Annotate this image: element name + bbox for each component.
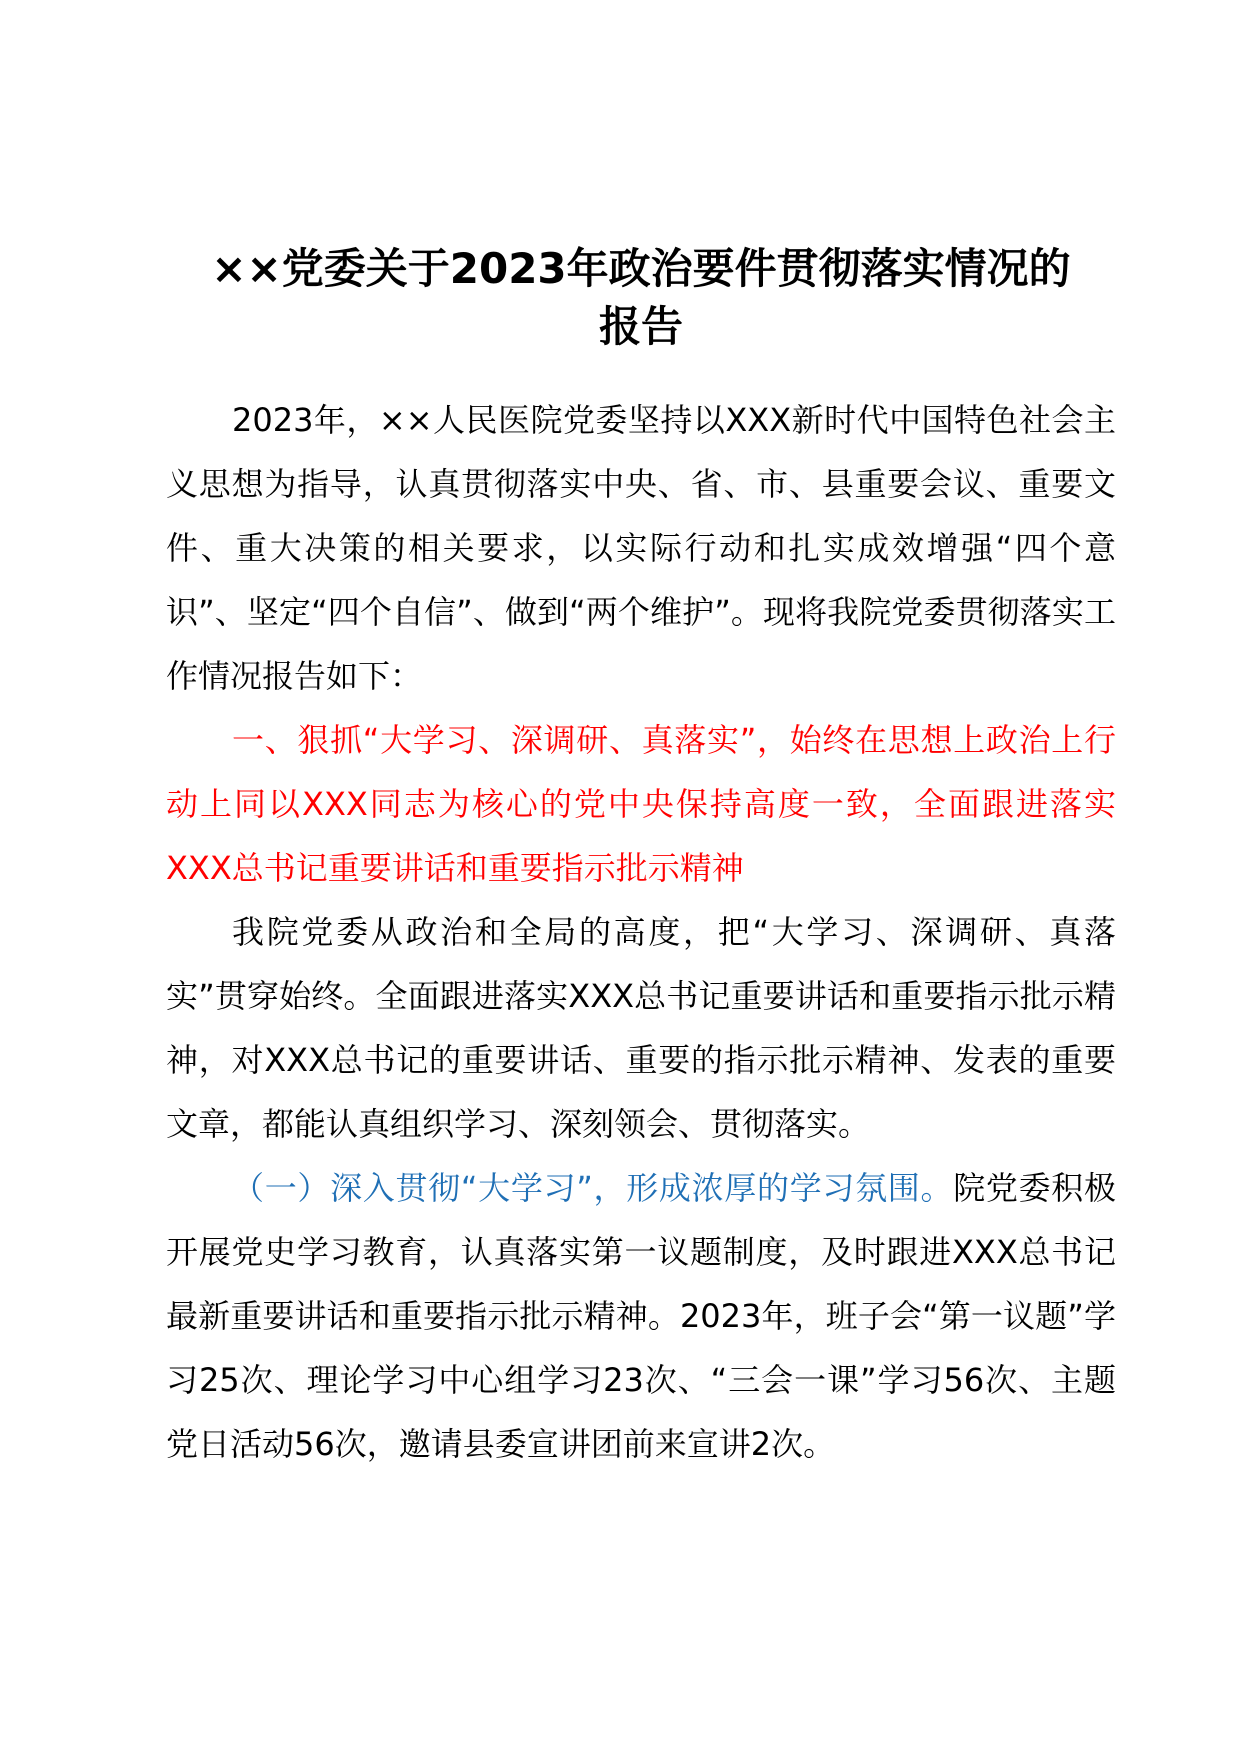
title-spacer — [166, 356, 1116, 388]
section-1-heading: 一、狠抓“大学习、深调研、真落实”，始终在思想上政治上行动上同以XXX同志为核心的党中央保持高度一致，全面跟进落实XXX总书记重要讲话和重要指示批示精神 — [166, 721, 1116, 887]
subsection-1-body: 院党委积极开展党史学习教育，认真落实第一议题制度，及时跟进XXX总书记最新重要讲话和重要指示批示精神。2023年，班子会“第一议题”学习25次、理论学习中心组学习23次、“三会一课”学习56次、主题党日活动56次，邀请县委宣讲团前来宣讲2次。 — [166, 1169, 1116, 1463]
title-line-1: ××党委关于2023年政治要件贯彻落实情况的 — [211, 244, 1071, 293]
subsection-1-paragraph — [166, 1156, 1116, 1476]
document-title — [166, 240, 1116, 356]
document-page — [166, 240, 1116, 1476]
title-line-2: 报告 — [598, 302, 683, 351]
intro-paragraph: 2023年，××人民医院党委坚持以XXX新时代中国特色社会主义思想为指导，认真贯彻落实中央、省、市、县重要会议、重要文件、重大决策的相关要求，以实际行动和扎实成效增强“四个意识”、坚定“四个自信”、做到“两个维护”。现将我院党委贯彻落实工作情况报告如下： — [166, 401, 1116, 695]
section-1-body: 我院党委从政治和全局的高度，把“大学习、深调研、真落实”贯穿始终。全面跟进落实XXX总书记重要讲话和重要指示批示精神，对XXX总书记的重要讲话、重要的指示批示精神、发表的重要文章，都能认真组织学习、深刻领会、贯彻落实。 — [166, 913, 1116, 1143]
subsection-1-heading: （一）深入贯彻“大学习”，形成浓厚的学习氛围。 — [232, 1169, 954, 1207]
